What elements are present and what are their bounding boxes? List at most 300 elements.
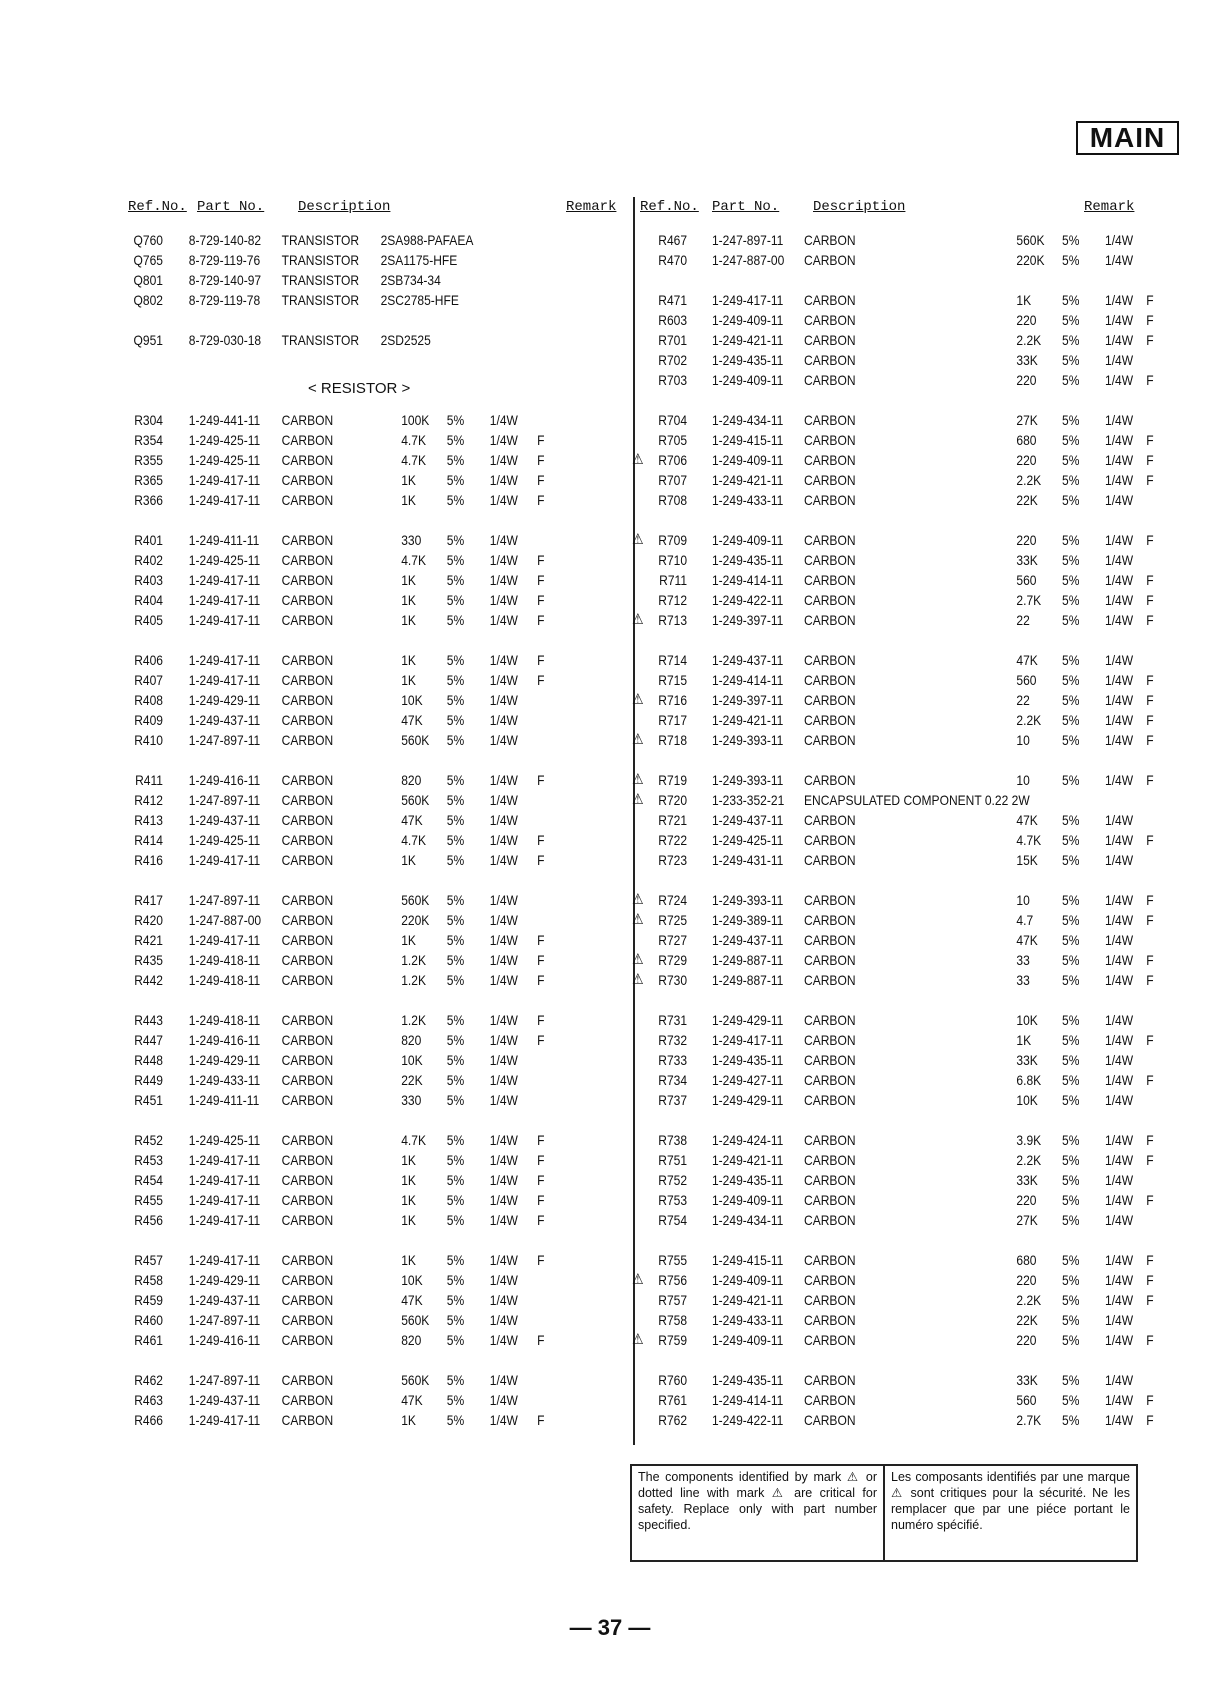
ref-no: R455 (134, 1192, 163, 1208)
ref-no: R409 (134, 712, 163, 728)
tolerance: 5% (446, 812, 465, 828)
ref-no: R760 (658, 1372, 688, 1388)
description-type: CARBON (804, 412, 856, 428)
description-type: CARBON (281, 1372, 334, 1388)
description-value: 2SA1175-HFE (380, 252, 458, 268)
description-value: 2.7K (1016, 1412, 1042, 1428)
description-type: CARBON (281, 1092, 334, 1108)
part-no: 1-249-409-11 (711, 372, 784, 388)
tolerance: 5% (446, 1032, 465, 1048)
tolerance: 5% (446, 832, 465, 848)
part-no: 1-249-429-11 (188, 1052, 261, 1068)
tolerance: 5% (1062, 732, 1080, 748)
tolerance: 5% (446, 1092, 465, 1108)
description-type: CARBON (281, 1012, 334, 1028)
tolerance: 5% (446, 672, 465, 688)
description-value: 680 (1016, 432, 1037, 448)
part-no: 1-249-437-11 (188, 1392, 261, 1408)
description-type: CARBON (281, 812, 334, 828)
part-no: 1-249-433-11 (711, 492, 784, 508)
remark: F (537, 932, 545, 948)
description-type: CARBON (281, 1332, 334, 1348)
safety-warning-icon: ⚠ (632, 451, 644, 468)
remark: F (1146, 1132, 1154, 1148)
description-value: 4.7 (1016, 912, 1034, 928)
description-value: 220K (1016, 252, 1045, 268)
remark: F (1146, 832, 1154, 848)
description-value: 1K (401, 592, 416, 608)
ref-no: R366 (134, 492, 163, 508)
tolerance: 5% (1062, 1252, 1080, 1268)
header-ref-no-right: Ref.No. (640, 199, 699, 215)
description-value: 820 (401, 1032, 422, 1048)
description-value: 10 (1016, 732, 1030, 748)
tolerance: 5% (1062, 952, 1080, 968)
description-type: CARBON (804, 1252, 856, 1268)
ref-no: R461 (134, 1332, 163, 1348)
description-value: 2.2K (1016, 472, 1042, 488)
ref-no: R723 (658, 852, 688, 868)
safety-notice (630, 1464, 1138, 1562)
ref-no: R714 (658, 652, 688, 668)
ref-no: R471 (658, 292, 688, 308)
wattage: 1/4W (489, 972, 518, 988)
safety-warning-icon: ⚠ (632, 531, 644, 548)
tolerance: 5% (446, 692, 465, 708)
tolerance: 5% (1062, 412, 1080, 428)
safety-notice-french: Les composants identifiés par une marque ⚠ sont critiques pour la sécurité. Ne les remplacer que par une piéce portant le numéro spécifié. (891, 1470, 1130, 1532)
tolerance: 5% (446, 972, 465, 988)
description-value: 330 (401, 1092, 422, 1108)
header-remark-right: Remark (1084, 199, 1135, 215)
description-value: 22K (401, 1072, 423, 1088)
ref-no: R401 (134, 532, 163, 548)
part-no: 1-249-421-11 (711, 712, 784, 728)
tolerance: 5% (446, 712, 465, 728)
ref-no: R355 (134, 452, 163, 468)
ref-no: R703 (658, 372, 688, 388)
tolerance: 5% (1062, 892, 1080, 908)
tolerance: 5% (446, 772, 465, 788)
tolerance: 5% (446, 952, 465, 968)
description-value: 1K (401, 672, 416, 688)
description-type: CARBON (804, 1132, 856, 1148)
part-no: 8-729-140-97 (188, 272, 262, 288)
remark: F (1146, 1192, 1154, 1208)
tolerance: 5% (446, 1192, 465, 1208)
wattage: 1/4W (1105, 332, 1134, 348)
part-no: 1-249-433-11 (711, 1312, 784, 1328)
ref-no: R731 (658, 1012, 688, 1028)
wattage: 1/4W (1105, 932, 1134, 948)
tolerance: 5% (1062, 312, 1080, 328)
wattage: 1/4W (489, 1252, 518, 1268)
tolerance: 5% (1062, 532, 1080, 548)
description-type: TRANSISTOR (281, 292, 360, 308)
ref-no: R448 (134, 1052, 163, 1068)
header-remark-left: Remark (566, 199, 617, 215)
description-type: CARBON (281, 1032, 334, 1048)
description-type: CARBON (281, 852, 334, 868)
wattage: 1/4W (1105, 912, 1134, 928)
description-value: 220K (401, 912, 430, 928)
ref-no: R729 (658, 952, 688, 968)
tolerance: 5% (1062, 1272, 1080, 1288)
part-no: 1-249-425-11 (711, 832, 784, 848)
description-type: CARBON (804, 672, 856, 688)
description-value: 560K (401, 792, 430, 808)
header-part-no-right: Part No. (712, 199, 780, 215)
wattage: 1/4W (489, 1392, 518, 1408)
description-value: 560 (1016, 672, 1037, 688)
part-no: 1-249-437-11 (188, 712, 261, 728)
ref-no: R738 (658, 1132, 688, 1148)
part-no: 1-249-417-11 (188, 1152, 261, 1168)
description-value: 1K (401, 472, 416, 488)
ref-no: R462 (134, 1372, 163, 1388)
remark: F (1146, 572, 1154, 588)
part-no: 1-247-897-11 (188, 792, 261, 808)
remark: F (537, 612, 545, 628)
part-no: 1-249-397-11 (711, 612, 784, 628)
wattage: 1/4W (1105, 1052, 1134, 1068)
wattage: 1/4W (489, 1172, 518, 1188)
tolerance: 5% (1062, 1172, 1080, 1188)
description-value: 100K (401, 412, 430, 428)
part-no: 8-729-140-82 (188, 232, 262, 248)
description-type: CARBON (804, 312, 856, 328)
tolerance: 5% (1062, 472, 1080, 488)
remark: F (1146, 952, 1154, 968)
tolerance: 5% (1062, 1332, 1080, 1348)
page-number: — 37 — (569, 1615, 651, 1640)
part-no: 1-249-417-11 (188, 472, 261, 488)
tolerance: 5% (446, 1392, 465, 1408)
tolerance: 5% (446, 1152, 465, 1168)
description-type: CARBON (804, 1052, 856, 1068)
part-no: 1-249-416-11 (188, 1032, 261, 1048)
description-value: 3.9K (1016, 1132, 1042, 1148)
ref-no: R759 (658, 1332, 688, 1348)
description-value: 33 (1016, 952, 1030, 968)
ref-no: R417 (134, 892, 163, 908)
wattage: 1/4W (489, 952, 518, 968)
tolerance: 5% (446, 792, 465, 808)
ref-no: R705 (658, 432, 688, 448)
description-type: CARBON (281, 1052, 334, 1068)
remark: F (1146, 372, 1154, 388)
ref-no: R454 (134, 1172, 163, 1188)
wattage: 1/4W (489, 432, 518, 448)
description-type: CARBON (804, 252, 856, 268)
part-no: 1-249-417-11 (188, 1412, 261, 1428)
description-type: CARBON (804, 1372, 856, 1388)
description-type: CARBON (804, 1072, 856, 1088)
wattage: 1/4W (489, 692, 518, 708)
ref-no: Q801 (133, 272, 163, 288)
description-type: CARBON (281, 592, 334, 608)
tolerance: 5% (446, 472, 465, 488)
remark: F (1146, 532, 1154, 548)
remark: F (537, 652, 545, 668)
tolerance: 5% (446, 452, 465, 468)
part-no: 1-249-417-11 (188, 572, 261, 588)
description-type: CARBON (804, 1212, 856, 1228)
remark: F (1146, 332, 1154, 348)
description-type: CARBON (281, 412, 334, 428)
part-no: 1-249-424-11 (711, 1132, 784, 1148)
part-no: 1-247-887-00 (188, 912, 262, 928)
description-type: CARBON (281, 672, 334, 688)
wattage: 1/4W (1105, 732, 1134, 748)
part-no: 1-249-435-11 (711, 352, 784, 368)
remark: F (537, 1412, 545, 1428)
description-type: CARBON (804, 952, 856, 968)
resistor-heading: < RESISTOR > (308, 380, 411, 397)
tolerance: 5% (446, 1372, 465, 1388)
description-value: 220 (1016, 532, 1037, 548)
header-description-right: Description (813, 199, 906, 215)
tolerance: 5% (1062, 852, 1080, 868)
description-value: 10 (1016, 892, 1030, 908)
tolerance: 5% (1062, 972, 1080, 988)
description-type: CARBON (804, 852, 856, 868)
part-no: 1-249-414-11 (711, 672, 784, 688)
description-value: 560K (401, 732, 430, 748)
tolerance: 5% (1062, 352, 1080, 368)
wattage: 1/4W (1105, 292, 1134, 308)
description-value: 560K (401, 892, 430, 908)
tolerance: 5% (1062, 812, 1080, 828)
remark: F (1146, 672, 1154, 688)
ref-no: R753 (658, 1192, 688, 1208)
part-no: 1-249-422-11 (711, 1412, 784, 1428)
remark: F (1146, 972, 1154, 988)
description-value: 2SD2525 (380, 332, 431, 348)
description-value: 2SA988-PAFAEA (380, 232, 474, 248)
part-no: 1-249-435-11 (711, 1372, 784, 1388)
part-no: 1-247-897-11 (188, 732, 261, 748)
ref-no: R730 (658, 972, 688, 988)
part-no: 1-249-417-11 (711, 292, 784, 308)
description-type: CARBON (804, 652, 856, 668)
description-type: CARBON (281, 1292, 334, 1308)
description-type: TRANSISTOR (281, 332, 360, 348)
part-no: 1-249-418-11 (188, 972, 261, 988)
description-value: 10K (1016, 1012, 1038, 1028)
safety-warning-icon: ⚠ (632, 691, 644, 708)
ref-no: R757 (658, 1292, 688, 1308)
description-value: 1.2K (401, 1012, 426, 1028)
wattage: 1/4W (1105, 852, 1134, 868)
remark: F (537, 592, 545, 608)
part-no: 1-249-434-11 (711, 1212, 784, 1228)
remark: F (1146, 732, 1154, 748)
description-type: CARBON (281, 1192, 334, 1208)
tolerance: 5% (1062, 1192, 1080, 1208)
description-type: CARBON (804, 352, 856, 368)
ref-no: R451 (134, 1092, 163, 1108)
tolerance: 5% (1062, 772, 1080, 788)
part-no: 1-249-437-11 (711, 812, 784, 828)
ref-no: R443 (134, 1012, 163, 1028)
ref-no: R756 (658, 1272, 688, 1288)
description-type: CARBON (804, 732, 856, 748)
ref-no: R734 (658, 1072, 688, 1088)
tolerance: 5% (446, 1332, 465, 1348)
description-type: CARBON (281, 732, 334, 748)
wattage: 1/4W (1105, 232, 1134, 248)
part-no: 1-249-409-11 (711, 1332, 784, 1348)
remark: F (1146, 1072, 1154, 1088)
wattage: 1/4W (489, 492, 518, 508)
description-type: CARBON (804, 1392, 856, 1408)
wattage: 1/4W (1105, 672, 1134, 688)
wattage: 1/4W (1105, 1392, 1134, 1408)
remark: F (1146, 772, 1154, 788)
part-no: 1-249-429-11 (711, 1012, 784, 1028)
tolerance: 5% (446, 1172, 465, 1188)
wattage: 1/4W (1105, 492, 1134, 508)
tolerance: 5% (1062, 232, 1080, 248)
description-type: CARBON (804, 232, 856, 248)
ref-no: R452 (134, 1132, 163, 1148)
ref-no: R758 (658, 1312, 688, 1328)
ref-no: R724 (658, 892, 688, 908)
wattage: 1/4W (489, 412, 518, 428)
description-type: CARBON (804, 552, 856, 568)
description-type: TRANSISTOR (281, 232, 360, 248)
ref-no: R404 (134, 592, 163, 608)
wattage: 1/4W (1105, 1312, 1134, 1328)
wattage: 1/4W (1105, 572, 1134, 588)
part-no: 1-249-418-11 (188, 952, 261, 968)
wattage: 1/4W (1105, 1412, 1134, 1428)
ref-no: R720 (658, 792, 688, 808)
part-no: 1-249-417-11 (188, 852, 261, 868)
part-no: 1-247-897-11 (711, 232, 784, 248)
ref-no: R751 (658, 1152, 688, 1168)
description-type: CARBON (804, 1292, 856, 1308)
part-no: 1-247-897-11 (188, 892, 261, 908)
tolerance: 5% (1062, 1412, 1080, 1428)
remark: F (1146, 1392, 1154, 1408)
description-type: CARBON (281, 1212, 334, 1228)
description-type: CARBON (281, 792, 334, 808)
part-no: 1-247-897-11 (188, 1372, 261, 1388)
safety-warning-icon: ⚠ (632, 771, 644, 788)
ref-no: R737 (658, 1092, 688, 1108)
description-value: 47K (401, 1392, 423, 1408)
description-type: CARBON (281, 472, 334, 488)
wattage: 1/4W (489, 1312, 518, 1328)
ref-no: R466 (134, 1412, 163, 1428)
description-value: 33K (1016, 552, 1038, 568)
wattage: 1/4W (1105, 952, 1134, 968)
part-no: 1-249-411-11 (188, 1092, 260, 1108)
ref-no: R706 (658, 452, 688, 468)
description-type: CARBON (804, 1272, 856, 1288)
ref-no: R715 (658, 672, 688, 688)
description-value: 47K (1016, 932, 1038, 948)
part-no: 1-249-417-11 (188, 1212, 261, 1228)
tolerance: 5% (1062, 1072, 1080, 1088)
tolerance: 5% (1062, 372, 1080, 388)
wattage: 1/4W (1105, 1332, 1134, 1348)
wattage: 1/4W (1105, 1092, 1134, 1108)
ref-no: R459 (134, 1292, 163, 1308)
wattage: 1/4W (489, 712, 518, 728)
tolerance: 5% (1062, 492, 1080, 508)
remark: F (537, 1192, 545, 1208)
wattage: 1/4W (489, 1332, 518, 1348)
part-no: 1-249-417-11 (711, 1032, 784, 1048)
wattage: 1/4W (489, 652, 518, 668)
description-value: 2SB734-34 (380, 272, 441, 288)
part-no: 1-249-421-11 (711, 1292, 784, 1308)
description-value: 220 (1016, 1192, 1037, 1208)
description-type: CARBON (804, 1412, 856, 1428)
description-type: CARBON (281, 452, 334, 468)
wattage: 1/4W (489, 612, 518, 628)
description-type: CARBON (281, 952, 334, 968)
description-type: CARBON (804, 332, 856, 348)
part-no: 1-249-437-11 (188, 1292, 261, 1308)
ref-no: R701 (658, 332, 688, 348)
description-value: 47K (401, 712, 423, 728)
safety-warning-icon: ⚠ (632, 911, 644, 928)
description-type: CARBON (804, 1092, 856, 1108)
description-value: 560K (1016, 232, 1045, 248)
description-type: CARBON (804, 372, 856, 388)
remark: F (1146, 292, 1154, 308)
description-type: ENCAPSULATED COMPONENT 0.22 2W (804, 792, 1030, 808)
part-no: 1-249-409-11 (711, 452, 784, 468)
part-no: 1-249-429-11 (188, 692, 261, 708)
ref-no: R447 (134, 1032, 163, 1048)
description-value: 10K (401, 1052, 423, 1068)
part-no: 1-249-409-11 (711, 532, 784, 548)
tolerance: 5% (1062, 832, 1080, 848)
tolerance: 5% (446, 592, 465, 608)
part-no: 1-249-409-11 (711, 1192, 784, 1208)
wattage: 1/4W (1105, 552, 1134, 568)
tolerance: 5% (446, 1412, 465, 1428)
description-value: 820 (401, 772, 422, 788)
description-value: 1K (401, 1192, 416, 1208)
part-no: 1-249-417-11 (188, 1252, 261, 1268)
wattage: 1/4W (1105, 432, 1134, 448)
ref-no: R707 (658, 472, 688, 488)
description-value: 15K (1016, 852, 1038, 868)
description-type: CARBON (804, 712, 856, 728)
ref-no: R467 (658, 232, 688, 248)
ref-no: R725 (658, 912, 688, 928)
part-no: 8-729-119-76 (188, 252, 261, 268)
part-no: 1-249-434-11 (711, 412, 784, 428)
description-value: 22K (1016, 1312, 1038, 1328)
description-type: CARBON (804, 832, 856, 848)
description-value: 22K (1016, 492, 1038, 508)
remark: F (1146, 1032, 1154, 1048)
ref-no: R712 (658, 592, 688, 608)
description-type: CARBON (804, 572, 856, 588)
remark: F (537, 852, 545, 868)
wattage: 1/4W (489, 1292, 518, 1308)
remark: F (537, 1132, 545, 1148)
part-no: 8-729-030-18 (188, 332, 262, 348)
wattage: 1/4W (1105, 1292, 1134, 1308)
